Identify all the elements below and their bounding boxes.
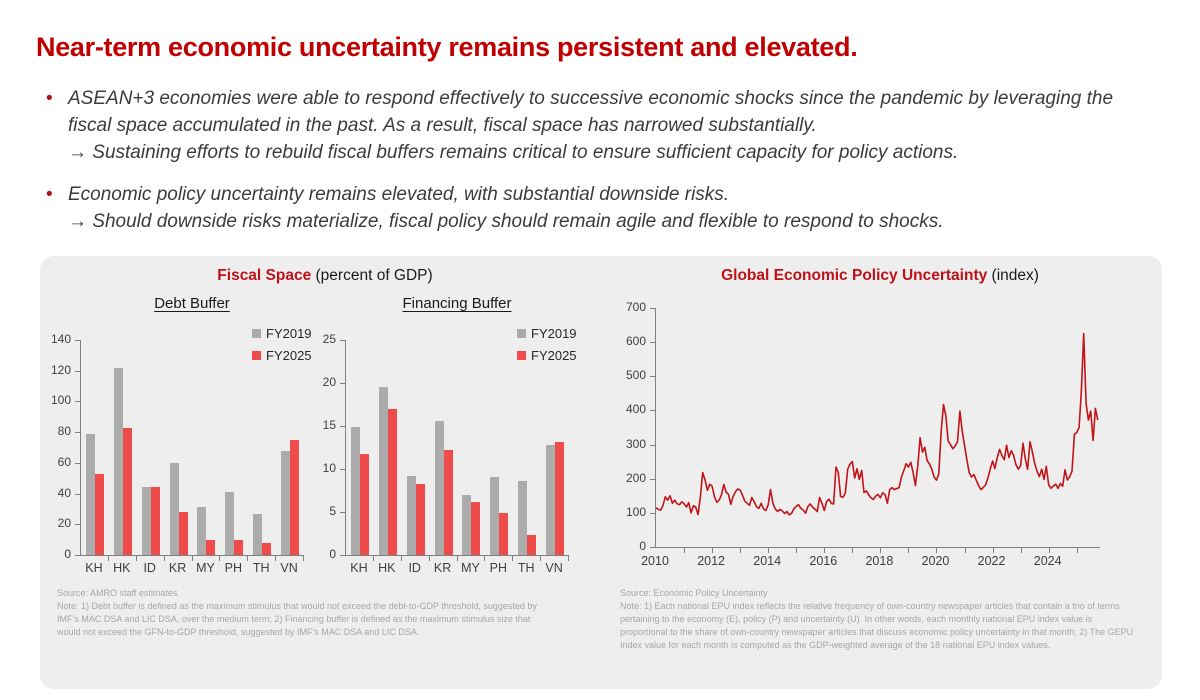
y-tick-label: 500 <box>625 368 646 383</box>
bar-FY2019-HK <box>379 387 388 555</box>
legend-row-fy2019 <box>252 326 312 341</box>
y-tick-mark <box>340 426 346 427</box>
bar-FY2019-VN <box>546 445 555 555</box>
y-tick-mark <box>75 401 81 402</box>
bar-FY2025-MY <box>206 540 215 555</box>
y-tick-mark <box>340 383 346 384</box>
bar-FY2025-HK <box>123 428 132 555</box>
x-category-label: TH <box>252 561 270 575</box>
y-tick-label: 0 <box>64 547 71 561</box>
financing-buffer-subtitle: Financing Buffer <box>402 295 512 312</box>
y-tick-label: 100 <box>50 393 71 408</box>
y-tick-label: 20 <box>322 375 336 389</box>
x-year-label: 2018 <box>865 554 894 568</box>
fiscal-source: Source: AMRO staff estimates. <box>57 588 180 598</box>
x-year-label: 2020 <box>921 554 950 568</box>
x-tick-mark <box>936 548 937 553</box>
bullet-item-1 <box>40 86 1150 167</box>
bar-FY2025-TH <box>527 535 536 555</box>
y-tick-label: 20 <box>57 516 71 531</box>
bar-FY2025-VN <box>555 442 564 555</box>
gepu-line-chart <box>615 300 1145 588</box>
x-tick-mark <box>1021 548 1022 553</box>
gepu-series-line <box>656 334 1098 515</box>
fiscal-space-title-suffix: (percent of GDP) <box>311 267 433 284</box>
x-tick-mark <box>568 556 569 561</box>
y-tick-label: 25 <box>322 332 336 346</box>
bar-FY2019-TH <box>253 514 262 555</box>
debt-buffer-legend <box>252 326 312 370</box>
x-category-label: KH <box>85 561 103 575</box>
bar-FY2019-TH <box>518 481 527 555</box>
bar-FY2019-HK <box>114 368 123 555</box>
y-tick-label: 10 <box>322 461 336 475</box>
bar-FY2025-PH <box>499 513 508 555</box>
x-tick-mark <box>880 548 881 553</box>
x-category-label: VN <box>280 561 298 575</box>
bar-FY2019-ID <box>407 476 416 555</box>
bar-FY2019-KH <box>86 434 95 555</box>
x-category-label: PH <box>224 561 242 575</box>
gepu-y-axis <box>615 300 651 553</box>
x-category-label: VN <box>545 561 563 575</box>
y-tick-mark <box>340 469 346 470</box>
y-tick-label: 400 <box>625 402 646 417</box>
x-year-label: 2014 <box>753 554 782 568</box>
y-tick-label: 60 <box>57 454 71 469</box>
x-category-label: KR <box>168 561 187 575</box>
x-category-label: HK <box>113 561 131 575</box>
fiscal-footnote <box>57 587 537 639</box>
y-tick-label: 300 <box>625 436 646 451</box>
x-tick-mark <box>965 548 966 553</box>
fy2019-label: FY2019 <box>266 326 312 341</box>
y-tick-mark <box>75 494 81 495</box>
bullet-list <box>40 86 1150 251</box>
y-tick-label: 40 <box>57 485 71 500</box>
gepu-note: Note: 1) Each national EPU index reflects the relative frequency of own-country newspaper articles that contain a trio of terms pertaining to the economy (E), policy (P) and uncertainty (U). In other words, each monthly national EPU index value is proportional to the share of own-country newspaper articles that discuss economic policy uncertainty in that month; 2) The GEPU Index value for each month is computed as the GDP-weighted average of the 18 national EPU index values. <box>620 601 1134 651</box>
slide-title: Near-term economic uncertainty remains persistent and elevated. <box>36 32 858 62</box>
x-year-label: 2010 <box>641 554 669 568</box>
bar-FY2019-PH <box>490 477 499 555</box>
y-tick-mark <box>340 512 346 513</box>
x-tick-mark <box>908 548 909 553</box>
bullet-1-main: • ASEAN+3 economies were able to respond effectively to successive economic shocks since the pandemic by leveraging the fiscal space accumulated in the past. As a result, fiscal space has narrowed substantially. <box>68 88 1114 136</box>
x-tick-mark <box>796 548 797 553</box>
x-tick-mark <box>740 548 741 553</box>
x-category-label: TH <box>517 561 535 575</box>
legend-row-fy2025 <box>252 348 312 363</box>
y-tick-mark <box>75 524 81 525</box>
y-tick-mark <box>340 340 346 341</box>
y-tick-label: 0 <box>639 539 646 553</box>
y-tick-label: 120 <box>50 362 71 377</box>
bullet-2-main: • Economic policy uncertainty remains elevated, with substantial downside risks. <box>68 183 730 205</box>
y-tick-label: 5 <box>329 504 336 518</box>
fy2019-swatch-icon <box>517 329 526 338</box>
x-tick-mark <box>1077 548 1078 553</box>
fy2025-swatch-icon <box>252 351 261 360</box>
x-category-label: KH <box>350 561 368 575</box>
x-category-label: MY <box>461 561 480 575</box>
bar-FY2019-MY <box>197 507 206 555</box>
debt-buffer-subtitle: Debt Buffer <box>154 295 230 312</box>
bar-FY2019-KR <box>170 463 179 555</box>
y-tick-mark <box>75 463 81 464</box>
y-tick-mark <box>75 371 81 372</box>
bar-FY2025-TH <box>262 543 271 555</box>
y-tick-label: 600 <box>625 334 646 349</box>
bullet-2-sub: → Should downside risks materialize, fiscal policy should remain agile and flexible to respond to shocks. <box>68 210 944 232</box>
y-tick-label: 700 <box>625 300 646 314</box>
gepu-footnote <box>620 587 1135 652</box>
bar-FY2025-MY <box>471 502 480 555</box>
x-tick-mark <box>1049 548 1050 553</box>
x-tick-mark <box>852 548 853 553</box>
bar-FY2019-PH <box>225 492 234 555</box>
fy2025-swatch-icon <box>517 351 526 360</box>
y-tick-label: 200 <box>625 470 646 485</box>
bar-FY2025-VN <box>290 440 299 555</box>
x-year-label: 2012 <box>697 554 725 568</box>
x-category-label: ID <box>143 561 156 575</box>
debt-buffer-plot <box>80 340 304 556</box>
fy2019-label: FY2019 <box>531 326 577 341</box>
y-tick-mark <box>75 340 81 341</box>
y-tick-label: 100 <box>625 504 646 519</box>
x-category-label: HK <box>378 561 396 575</box>
financing-buffer-legend <box>517 326 577 370</box>
y-tick-label: 15 <box>322 418 336 432</box>
bar-FY2025-KR <box>179 512 188 555</box>
bar-FY2025-KH <box>95 474 104 555</box>
financing-buffer-y-axis <box>305 332 341 561</box>
x-year-label: 2024 <box>1033 554 1062 568</box>
gepu-header <box>600 267 1160 285</box>
bar-FY2025-KH <box>360 454 369 555</box>
bar-FY2019-VN <box>281 451 290 555</box>
gepu-line-svg <box>656 308 1100 547</box>
x-category-label: ID <box>408 561 421 575</box>
debt-buffer-y-axis <box>40 332 76 561</box>
financing-buffer-plot <box>345 340 569 556</box>
bar-FY2025-HK <box>388 409 397 555</box>
bullet-item-2 <box>40 182 1150 236</box>
x-tick-mark <box>824 548 825 553</box>
gepu-plot <box>655 308 1100 548</box>
fiscal-note: Note: 1) Debt buffer is defined as the maximum stimulus that would not exceed the debt-to-GDP threshold, suggested by IMF’s MAC DSA and LIC DSA, over the medium term; 2) Financing buffer is defined as the maximum stimulus size that would not exceed the GFN-to-GDP threshold, suggested by IMF’s MAC DSA and LIC DSA. <box>57 601 537 638</box>
y-tick-mark <box>340 555 346 556</box>
y-tick-label: 80 <box>57 424 71 439</box>
x-year-label: 2016 <box>809 554 838 568</box>
fy2025-label: FY2025 <box>266 348 312 363</box>
x-year-label: 2022 <box>977 554 1006 568</box>
y-tick-mark <box>75 432 81 433</box>
gepu-source: Source: Economic Policy Uncertainty <box>620 588 768 598</box>
bar-FY2025-PH <box>234 540 243 555</box>
x-tick-mark <box>993 548 994 553</box>
bar-FY2019-KH <box>351 427 360 555</box>
bar-FY2019-ID <box>142 487 151 555</box>
y-tick-label: 0 <box>329 547 336 561</box>
y-tick-mark <box>650 547 656 548</box>
fy2019-swatch-icon <box>252 329 261 338</box>
fy2025-label: FY2025 <box>531 348 577 363</box>
gepu-title-suffix: (index) <box>987 267 1039 284</box>
x-category-label: PH <box>489 561 507 575</box>
x-tick-mark <box>768 548 769 553</box>
legend-row-fy2025 <box>517 348 577 363</box>
bar-FY2025-ID <box>416 484 425 555</box>
x-category-label: MY <box>196 561 215 575</box>
gepu-title: Global Economic Policy Uncertainty <box>721 267 988 284</box>
y-tick-mark <box>75 555 81 556</box>
bar-FY2019-KR <box>435 421 444 555</box>
fiscal-space-title: Fiscal Space <box>217 267 312 284</box>
bullet-1-sub: → Sustaining efforts to rebuild fiscal buffers remains critical to ensure sufficient capacity for policy actions. <box>68 141 959 163</box>
fiscal-space-header <box>40 267 610 285</box>
y-tick-label: 140 <box>50 332 71 346</box>
x-tick-mark <box>712 548 713 553</box>
x-tick-mark <box>684 548 685 553</box>
charts-panel <box>40 256 1162 689</box>
legend-row-fy2019 <box>517 326 577 341</box>
x-category-label: KR <box>433 561 452 575</box>
bar-FY2025-KR <box>444 450 453 555</box>
bar-FY2019-MY <box>462 495 471 555</box>
bar-FY2025-ID <box>151 487 160 555</box>
